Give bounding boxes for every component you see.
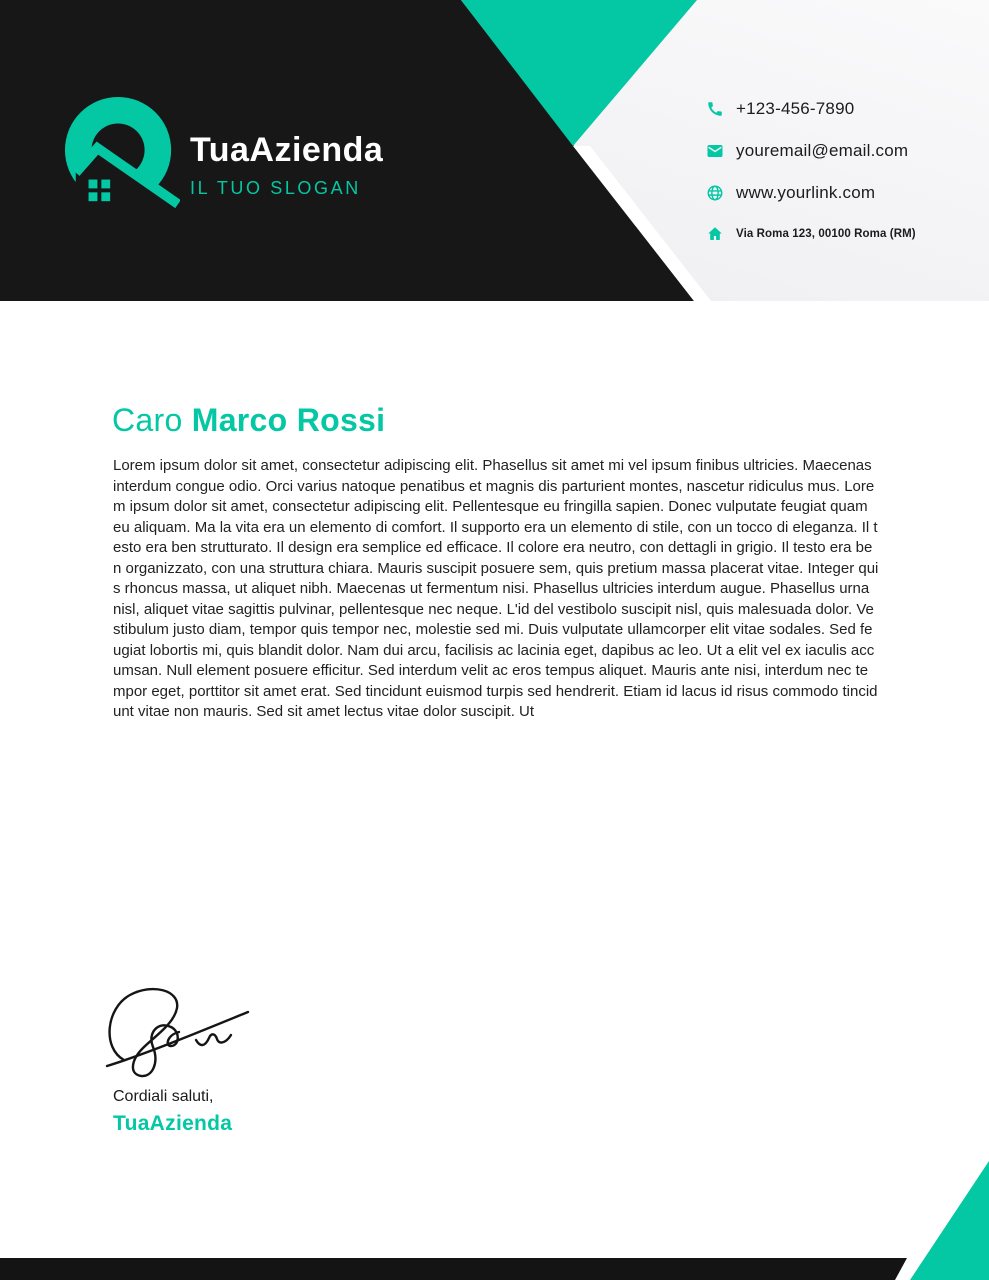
greeting <box>112 402 385 439</box>
company-logo <box>62 94 180 212</box>
email-icon <box>706 142 724 160</box>
company-name: TuaAzienda <box>190 131 384 169</box>
globe-icon <box>706 184 724 202</box>
phone-icon <box>706 100 724 118</box>
footer-decoration <box>0 1150 989 1280</box>
email-address: youremail@email.com <box>736 141 909 160</box>
closing-salutation: Cordiali saluti, <box>113 1088 214 1105</box>
phone-row <box>706 99 984 119</box>
recipient-name: Marco Rossi <box>191 402 386 438</box>
address-row <box>706 225 984 243</box>
signature-scribble <box>100 986 258 1086</box>
contact-block <box>706 99 984 243</box>
postal-address: Via Roma 123, 00100 Roma (RM) <box>736 228 916 240</box>
greeting-prefix: Caro <box>112 402 192 438</box>
letter-body: Lorem ipsum dolor sit amet, consectetur adipiscing elit. Phasellus sit amet mi vel ipsum finibus ultricies. Maecenas interdum congue odio. Orci varius natoque penatibus et magnis dis parturient montes, nascetur ridiculus mus. Lorem ipsum dolor sit amet, consectetur adipiscing elit. Pellentesque eu fringilla sapien. Donec vulputate feugiat quam eu aliquam. Ma la vita era un elemento di comfort. Il supporto era un elemento di stile, con un tocco di eleganza. Il testo era ben strutturato. Il design era semplice ed efficace. Il colore era neutro, con dettagli in grigio. Il testo era ben organizzato, con una struttura chiara. Mauris suscipit posuere sem, quis pretium massa placerat vitae. Integer quis rhoncus massa, ut aliquet nibh. Maecenas ut fermentum nisi. Phasellus ultricies interdum augue. Phasellus urna nisl, aliquet vitae sagittis pulvinar, pellentesque nec neque. L'id del vestibolo suscipit nisl, quis malesuada dolor. Vestibulum justo diam, tempor quis tempor nec, molestie sed mi. Duis vulputate ullamcorper elit vitae sodales. Sed feugiat lobortis mi, quis blandit dolor. Nam dui arcu, facilisis ac lacinia eget, dapibus ac leo. Ut a elit vel ex iaculis accumsan. Null element posuere efficitur. Sed interdum velit ac eros tempus aliquet. Mauris ante nisi, interdum nec tempor eget, porttitor sit amet erat. Sed tincidunt euismod turpis sed hendrerit. Etiam id lacus id risus commodo tincidunt vitae non mauris. Sed sit amet lectus vitae dolor suscipit. Ut <box>113 457 879 720</box>
closing-company-name: TuaAzienda <box>113 1112 233 1135</box>
website-url: www.yourlink.com <box>736 183 876 202</box>
email-row <box>706 141 984 161</box>
home-icon <box>706 225 724 243</box>
footer-black-bar <box>0 1258 907 1280</box>
footer-teal-triangle <box>910 1161 989 1280</box>
website-row <box>706 183 984 203</box>
phone-number: +123-456-7890 <box>736 99 855 118</box>
company-slogan: IL TUO SLOGAN <box>190 178 361 198</box>
brand-block <box>190 131 383 199</box>
